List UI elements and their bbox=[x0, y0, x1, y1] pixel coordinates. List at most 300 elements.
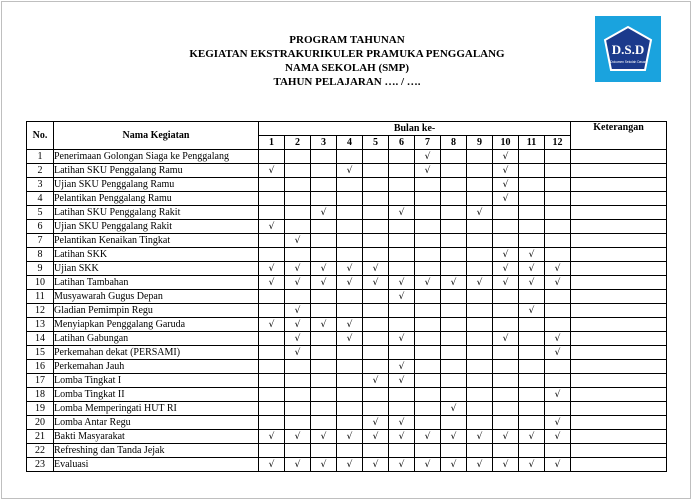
row-number: 21 bbox=[27, 430, 54, 444]
check-mark-month-2: √ bbox=[285, 262, 311, 276]
activity-name: Musyawarah Gugus Depan bbox=[54, 290, 259, 304]
empty-cell-month-7 bbox=[415, 192, 441, 206]
empty-cell-month-6 bbox=[389, 304, 415, 318]
activity-name: Ujian SKU Penggalang Ramu bbox=[54, 178, 259, 192]
keterangan-cell bbox=[571, 318, 667, 332]
check-mark-month-5: √ bbox=[363, 430, 389, 444]
check-mark-month-1: √ bbox=[259, 262, 285, 276]
empty-cell-month-7 bbox=[415, 416, 441, 430]
keterangan-cell bbox=[571, 430, 667, 444]
title-line-3: NAMA SEKOLAH (SMP) bbox=[284, 62, 410, 74]
check-mark-month-6: √ bbox=[389, 332, 415, 346]
empty-cell-month-5 bbox=[363, 402, 389, 416]
keterangan-cell bbox=[571, 220, 667, 234]
empty-cell-month-11 bbox=[519, 388, 545, 402]
empty-cell-month-8 bbox=[441, 248, 467, 262]
month-header-4: 4 bbox=[337, 136, 363, 150]
check-mark-month-5: √ bbox=[363, 458, 389, 472]
empty-cell-month-9 bbox=[467, 346, 493, 360]
keterangan-cell bbox=[571, 164, 667, 178]
table-row bbox=[27, 262, 667, 276]
dsd-logo bbox=[595, 16, 661, 82]
table-row bbox=[27, 458, 667, 472]
empty-cell-month-6 bbox=[389, 402, 415, 416]
empty-cell-month-2 bbox=[285, 164, 311, 178]
row-number: 9 bbox=[27, 262, 54, 276]
empty-cell-month-5 bbox=[363, 332, 389, 346]
empty-cell-month-7 bbox=[415, 304, 441, 318]
empty-cell-month-12 bbox=[545, 360, 571, 374]
empty-cell-month-12 bbox=[545, 444, 571, 458]
empty-cell-month-2 bbox=[285, 206, 311, 220]
empty-cell-month-8 bbox=[441, 360, 467, 374]
empty-cell-month-3 bbox=[311, 402, 337, 416]
title-line-1: PROGRAM TAHUNAN bbox=[289, 34, 405, 46]
empty-cell-month-1 bbox=[259, 206, 285, 220]
activity-name: Lomba Tingkat I bbox=[54, 374, 259, 388]
check-mark-month-3: √ bbox=[311, 458, 337, 472]
keterangan-cell bbox=[571, 388, 667, 402]
empty-cell-month-8 bbox=[441, 150, 467, 164]
empty-cell-month-11 bbox=[519, 192, 545, 206]
empty-cell-month-5 bbox=[363, 290, 389, 304]
row-number: 6 bbox=[27, 220, 54, 234]
keterangan-cell bbox=[571, 206, 667, 220]
empty-cell-month-5 bbox=[363, 346, 389, 360]
empty-cell-month-5 bbox=[363, 164, 389, 178]
table-row bbox=[27, 318, 667, 332]
check-mark-month-6: √ bbox=[389, 374, 415, 388]
activity-name: Ujian SKK bbox=[54, 262, 259, 276]
month-header-9: 9 bbox=[467, 136, 493, 150]
empty-cell-month-11 bbox=[519, 150, 545, 164]
row-number: 22 bbox=[27, 444, 54, 458]
keterangan-cell bbox=[571, 458, 667, 472]
check-mark-month-11: √ bbox=[519, 304, 545, 318]
table-row bbox=[27, 150, 667, 164]
check-mark-month-12: √ bbox=[545, 276, 571, 290]
check-mark-month-10: √ bbox=[493, 458, 519, 472]
check-mark-month-10: √ bbox=[493, 430, 519, 444]
empty-cell-month-4 bbox=[337, 388, 363, 402]
check-mark-month-6: √ bbox=[389, 276, 415, 290]
check-mark-month-2: √ bbox=[285, 430, 311, 444]
empty-cell-month-12 bbox=[545, 178, 571, 192]
program-table bbox=[26, 121, 667, 472]
empty-cell-month-5 bbox=[363, 206, 389, 220]
empty-cell-month-2 bbox=[285, 178, 311, 192]
empty-cell-month-1 bbox=[259, 248, 285, 262]
activity-name: Perkemahan Jauh bbox=[54, 360, 259, 374]
table-row bbox=[27, 388, 667, 402]
check-mark-month-10: √ bbox=[493, 164, 519, 178]
check-mark-month-9: √ bbox=[467, 206, 493, 220]
empty-cell-month-8 bbox=[441, 388, 467, 402]
empty-cell-month-12 bbox=[545, 234, 571, 248]
row-number: 15 bbox=[27, 346, 54, 360]
empty-cell-month-3 bbox=[311, 332, 337, 346]
check-mark-month-6: √ bbox=[389, 360, 415, 374]
empty-cell-month-3 bbox=[311, 248, 337, 262]
empty-cell-month-10 bbox=[493, 234, 519, 248]
month-header-10: 10 bbox=[493, 136, 519, 150]
empty-cell-month-8 bbox=[441, 374, 467, 388]
check-mark-month-2: √ bbox=[285, 458, 311, 472]
keterangan-cell bbox=[571, 346, 667, 360]
month-header-3: 3 bbox=[311, 136, 337, 150]
check-mark-month-12: √ bbox=[545, 332, 571, 346]
empty-cell-month-10 bbox=[493, 346, 519, 360]
row-number: 19 bbox=[27, 402, 54, 416]
empty-cell-month-6 bbox=[389, 192, 415, 206]
empty-cell-month-6 bbox=[389, 220, 415, 234]
table-row bbox=[27, 360, 667, 374]
empty-cell-month-3 bbox=[311, 304, 337, 318]
empty-cell-month-3 bbox=[311, 416, 337, 430]
empty-cell-month-1 bbox=[259, 374, 285, 388]
empty-cell-month-7 bbox=[415, 234, 441, 248]
empty-cell-month-12 bbox=[545, 192, 571, 206]
empty-cell-month-8 bbox=[441, 206, 467, 220]
empty-cell-month-2 bbox=[285, 220, 311, 234]
check-mark-month-6: √ bbox=[389, 430, 415, 444]
empty-cell-month-5 bbox=[363, 178, 389, 192]
empty-cell-month-4 bbox=[337, 304, 363, 318]
keterangan-cell bbox=[571, 416, 667, 430]
check-mark-month-4: √ bbox=[337, 262, 363, 276]
empty-cell-month-10 bbox=[493, 304, 519, 318]
check-mark-month-2: √ bbox=[285, 304, 311, 318]
empty-cell-month-8 bbox=[441, 416, 467, 430]
table-row bbox=[27, 220, 667, 234]
empty-cell-month-10 bbox=[493, 318, 519, 332]
empty-cell-month-11 bbox=[519, 444, 545, 458]
title-line-2: KEGIATAN EKSTRAKURIKULER PRAMUKA PENGGALANG bbox=[189, 48, 505, 60]
check-mark-month-1: √ bbox=[259, 276, 285, 290]
empty-cell-month-7 bbox=[415, 318, 441, 332]
keterangan-cell bbox=[571, 192, 667, 206]
empty-cell-month-12 bbox=[545, 220, 571, 234]
check-mark-month-10: √ bbox=[493, 178, 519, 192]
check-mark-month-8: √ bbox=[441, 458, 467, 472]
empty-cell-month-4 bbox=[337, 374, 363, 388]
keterangan-cell bbox=[571, 234, 667, 248]
empty-cell-month-1 bbox=[259, 346, 285, 360]
check-mark-month-12: √ bbox=[545, 416, 571, 430]
check-mark-month-10: √ bbox=[493, 248, 519, 262]
empty-cell-month-3 bbox=[311, 220, 337, 234]
empty-cell-month-9 bbox=[467, 192, 493, 206]
empty-cell-month-8 bbox=[441, 220, 467, 234]
keterangan-cell bbox=[571, 360, 667, 374]
activity-name: Penerimaan Golongan Siaga ke Penggalang bbox=[54, 150, 259, 164]
check-mark-month-4: √ bbox=[337, 430, 363, 444]
keterangan-cell bbox=[571, 262, 667, 276]
empty-cell-month-1 bbox=[259, 444, 285, 458]
empty-cell-month-1 bbox=[259, 192, 285, 206]
check-mark-month-12: √ bbox=[545, 388, 571, 402]
row-number: 3 bbox=[27, 178, 54, 192]
check-mark-month-12: √ bbox=[545, 346, 571, 360]
empty-cell-month-5 bbox=[363, 304, 389, 318]
empty-cell-month-1 bbox=[259, 360, 285, 374]
empty-cell-month-9 bbox=[467, 248, 493, 262]
logo-text: D.S.D bbox=[611, 42, 645, 57]
activity-name: Ujian SKU Penggalang Rakit bbox=[54, 220, 259, 234]
empty-cell-month-2 bbox=[285, 402, 311, 416]
row-number: 1 bbox=[27, 150, 54, 164]
document-header bbox=[100, 33, 594, 89]
empty-cell-month-9 bbox=[467, 444, 493, 458]
row-number: 11 bbox=[27, 290, 54, 304]
empty-cell-month-6 bbox=[389, 150, 415, 164]
empty-cell-month-11 bbox=[519, 234, 545, 248]
empty-cell-month-9 bbox=[467, 388, 493, 402]
empty-cell-month-4 bbox=[337, 248, 363, 262]
empty-cell-month-6 bbox=[389, 164, 415, 178]
keterangan-cell bbox=[571, 332, 667, 346]
row-number: 14 bbox=[27, 332, 54, 346]
empty-cell-month-5 bbox=[363, 444, 389, 458]
empty-cell-month-6 bbox=[389, 388, 415, 402]
check-mark-month-10: √ bbox=[493, 262, 519, 276]
empty-cell-month-3 bbox=[311, 360, 337, 374]
empty-cell-month-4 bbox=[337, 360, 363, 374]
check-mark-month-1: √ bbox=[259, 430, 285, 444]
check-mark-month-2: √ bbox=[285, 276, 311, 290]
empty-cell-month-4 bbox=[337, 220, 363, 234]
empty-cell-month-11 bbox=[519, 374, 545, 388]
check-mark-month-9: √ bbox=[467, 430, 493, 444]
empty-cell-month-9 bbox=[467, 318, 493, 332]
table-row bbox=[27, 444, 667, 458]
empty-cell-month-7 bbox=[415, 248, 441, 262]
empty-cell-month-9 bbox=[467, 164, 493, 178]
empty-cell-month-8 bbox=[441, 290, 467, 304]
empty-cell-month-11 bbox=[519, 318, 545, 332]
empty-cell-month-1 bbox=[259, 290, 285, 304]
check-mark-month-11: √ bbox=[519, 276, 545, 290]
empty-cell-month-11 bbox=[519, 178, 545, 192]
empty-cell-month-5 bbox=[363, 150, 389, 164]
header-bulan: Bulan ke- bbox=[259, 122, 571, 136]
check-mark-month-4: √ bbox=[337, 276, 363, 290]
empty-cell-month-7 bbox=[415, 388, 441, 402]
empty-cell-month-7 bbox=[415, 346, 441, 360]
table-row bbox=[27, 346, 667, 360]
activity-name: Lomba Tingkat II bbox=[54, 388, 259, 402]
check-mark-month-12: √ bbox=[545, 430, 571, 444]
keterangan-cell bbox=[571, 444, 667, 458]
empty-cell-month-2 bbox=[285, 248, 311, 262]
activity-name: Lomba Antar Regu bbox=[54, 416, 259, 430]
empty-cell-month-3 bbox=[311, 346, 337, 360]
activity-name: Latihan SKU Penggalang Rakit bbox=[54, 206, 259, 220]
keterangan-cell bbox=[571, 276, 667, 290]
check-mark-month-3: √ bbox=[311, 430, 337, 444]
check-mark-month-11: √ bbox=[519, 430, 545, 444]
activity-name: Latihan SKK bbox=[54, 248, 259, 262]
row-number: 18 bbox=[27, 388, 54, 402]
row-number: 16 bbox=[27, 360, 54, 374]
row-number: 4 bbox=[27, 192, 54, 206]
empty-cell-month-12 bbox=[545, 318, 571, 332]
empty-cell-month-5 bbox=[363, 220, 389, 234]
empty-cell-month-11 bbox=[519, 346, 545, 360]
empty-cell-month-5 bbox=[363, 360, 389, 374]
empty-cell-month-10 bbox=[493, 220, 519, 234]
empty-cell-month-6 bbox=[389, 234, 415, 248]
empty-cell-month-10 bbox=[493, 402, 519, 416]
activity-name: Gladian Pemimpin Regu bbox=[54, 304, 259, 318]
check-mark-month-1: √ bbox=[259, 220, 285, 234]
empty-cell-month-3 bbox=[311, 192, 337, 206]
check-mark-month-5: √ bbox=[363, 374, 389, 388]
check-mark-month-11: √ bbox=[519, 262, 545, 276]
empty-cell-month-9 bbox=[467, 416, 493, 430]
empty-cell-month-9 bbox=[467, 402, 493, 416]
activity-name: Latihan Gabungan bbox=[54, 332, 259, 346]
row-number: 8 bbox=[27, 248, 54, 262]
keterangan-cell bbox=[571, 402, 667, 416]
empty-cell-month-8 bbox=[441, 346, 467, 360]
check-mark-month-5: √ bbox=[363, 416, 389, 430]
table-row bbox=[27, 234, 667, 248]
empty-cell-month-2 bbox=[285, 290, 311, 304]
empty-cell-month-8 bbox=[441, 164, 467, 178]
empty-cell-month-5 bbox=[363, 234, 389, 248]
activity-name: Evaluasi bbox=[54, 458, 259, 472]
month-header-12: 12 bbox=[545, 136, 571, 150]
table-row bbox=[27, 402, 667, 416]
activity-name: Bakti Masyarakat bbox=[54, 430, 259, 444]
empty-cell-month-3 bbox=[311, 234, 337, 248]
empty-cell-month-8 bbox=[441, 178, 467, 192]
empty-cell-month-12 bbox=[545, 206, 571, 220]
check-mark-month-1: √ bbox=[259, 458, 285, 472]
empty-cell-month-8 bbox=[441, 332, 467, 346]
empty-cell-month-3 bbox=[311, 444, 337, 458]
empty-cell-month-12 bbox=[545, 248, 571, 262]
check-mark-month-4: √ bbox=[337, 318, 363, 332]
empty-cell-month-2 bbox=[285, 416, 311, 430]
empty-cell-month-1 bbox=[259, 332, 285, 346]
empty-cell-month-12 bbox=[545, 402, 571, 416]
check-mark-month-10: √ bbox=[493, 150, 519, 164]
empty-cell-month-2 bbox=[285, 388, 311, 402]
empty-cell-month-7 bbox=[415, 290, 441, 304]
empty-cell-month-3 bbox=[311, 164, 337, 178]
empty-cell-month-4 bbox=[337, 206, 363, 220]
empty-cell-month-12 bbox=[545, 290, 571, 304]
table-row bbox=[27, 374, 667, 388]
activity-name: Menyiapkan Penggalang Garuda bbox=[54, 318, 259, 332]
check-mark-month-2: √ bbox=[285, 332, 311, 346]
check-mark-month-4: √ bbox=[337, 458, 363, 472]
logo-subtext: Dokumen Sekolah Dasar bbox=[610, 60, 646, 64]
check-mark-month-8: √ bbox=[441, 430, 467, 444]
empty-cell-month-9 bbox=[467, 262, 493, 276]
month-header-8: 8 bbox=[441, 136, 467, 150]
empty-cell-month-2 bbox=[285, 192, 311, 206]
row-number: 5 bbox=[27, 206, 54, 220]
table-row bbox=[27, 430, 667, 444]
empty-cell-month-4 bbox=[337, 178, 363, 192]
empty-cell-month-3 bbox=[311, 178, 337, 192]
empty-cell-month-5 bbox=[363, 318, 389, 332]
empty-cell-month-4 bbox=[337, 192, 363, 206]
empty-cell-month-7 bbox=[415, 206, 441, 220]
table-row bbox=[27, 276, 667, 290]
empty-cell-month-9 bbox=[467, 374, 493, 388]
check-mark-month-7: √ bbox=[415, 164, 441, 178]
check-mark-month-7: √ bbox=[415, 458, 441, 472]
check-mark-month-5: √ bbox=[363, 276, 389, 290]
empty-cell-month-8 bbox=[441, 304, 467, 318]
check-mark-month-3: √ bbox=[311, 262, 337, 276]
check-mark-month-11: √ bbox=[519, 248, 545, 262]
activity-name: Refreshing dan Tanda Jejak bbox=[54, 444, 259, 458]
table-row bbox=[27, 206, 667, 220]
check-mark-month-3: √ bbox=[311, 206, 337, 220]
empty-cell-month-2 bbox=[285, 444, 311, 458]
empty-cell-month-10 bbox=[493, 206, 519, 220]
empty-cell-month-4 bbox=[337, 150, 363, 164]
table-row bbox=[27, 248, 667, 262]
check-mark-month-12: √ bbox=[545, 458, 571, 472]
row-number: 23 bbox=[27, 458, 54, 472]
empty-cell-month-7 bbox=[415, 262, 441, 276]
table-row bbox=[27, 164, 667, 178]
empty-cell-month-6 bbox=[389, 248, 415, 262]
empty-cell-month-4 bbox=[337, 402, 363, 416]
check-mark-month-12: √ bbox=[545, 262, 571, 276]
check-mark-month-2: √ bbox=[285, 234, 311, 248]
empty-cell-month-8 bbox=[441, 444, 467, 458]
check-mark-month-8: √ bbox=[441, 402, 467, 416]
empty-cell-month-11 bbox=[519, 220, 545, 234]
empty-cell-month-4 bbox=[337, 444, 363, 458]
empty-cell-month-7 bbox=[415, 374, 441, 388]
empty-cell-month-2 bbox=[285, 360, 311, 374]
empty-cell-month-12 bbox=[545, 150, 571, 164]
check-mark-month-5: √ bbox=[363, 262, 389, 276]
empty-cell-month-6 bbox=[389, 178, 415, 192]
check-mark-month-6: √ bbox=[389, 206, 415, 220]
check-mark-month-7: √ bbox=[415, 276, 441, 290]
empty-cell-month-4 bbox=[337, 346, 363, 360]
empty-cell-month-9 bbox=[467, 150, 493, 164]
table-row bbox=[27, 416, 667, 430]
empty-cell-month-12 bbox=[545, 304, 571, 318]
empty-cell-month-1 bbox=[259, 178, 285, 192]
check-mark-month-4: √ bbox=[337, 164, 363, 178]
empty-cell-month-12 bbox=[545, 164, 571, 178]
header-nama-kegiatan: Nama Kegiatan bbox=[54, 122, 259, 150]
check-mark-month-3: √ bbox=[311, 276, 337, 290]
empty-cell-month-11 bbox=[519, 290, 545, 304]
empty-cell-month-3 bbox=[311, 388, 337, 402]
check-mark-month-1: √ bbox=[259, 318, 285, 332]
empty-cell-month-4 bbox=[337, 234, 363, 248]
table-row bbox=[27, 178, 667, 192]
check-mark-month-2: √ bbox=[285, 318, 311, 332]
month-header-11: 11 bbox=[519, 136, 545, 150]
month-header-5: 5 bbox=[363, 136, 389, 150]
table-row bbox=[27, 332, 667, 346]
empty-cell-month-9 bbox=[467, 290, 493, 304]
check-mark-month-9: √ bbox=[467, 276, 493, 290]
